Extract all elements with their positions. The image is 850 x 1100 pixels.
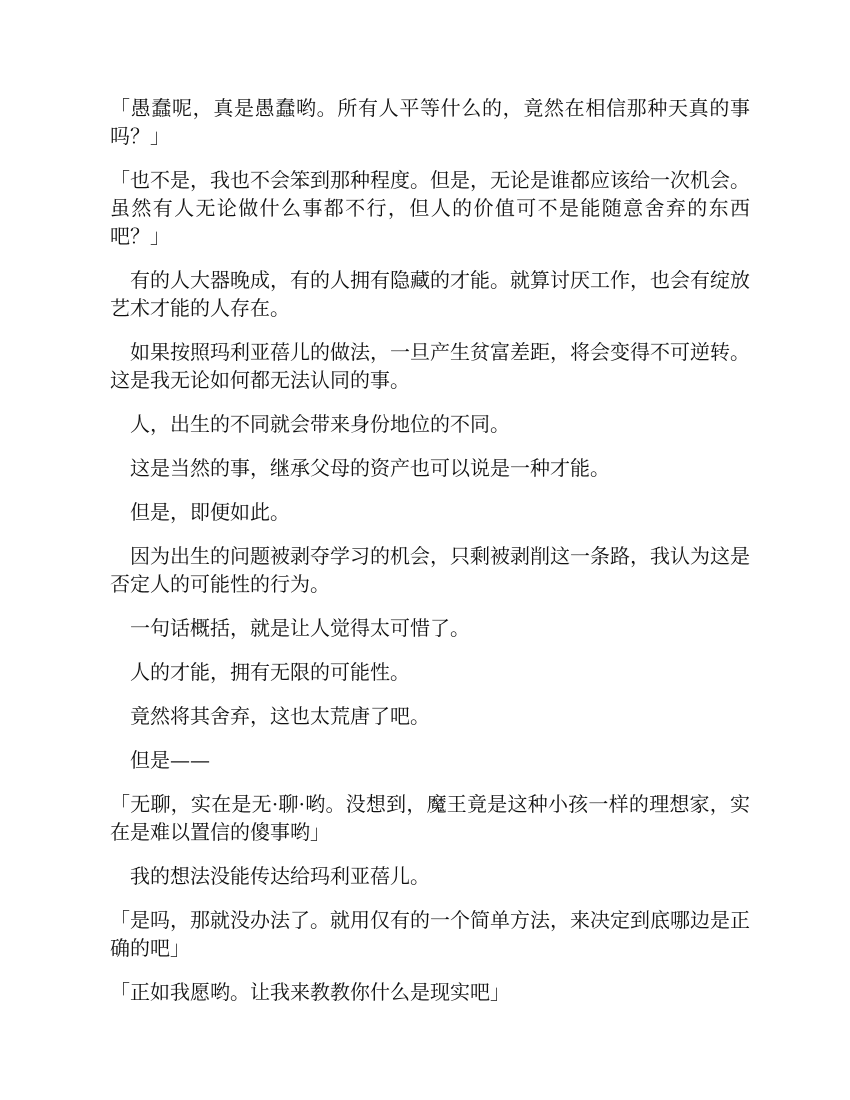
paragraph-dialogue: 「无聊，实在是无·聊·哟。没想到，魔王竟是这种小孩一样的理想家，实在是难以置信的傻事哟」 [110,792,750,844]
paragraph-narration: 人，出生的不同就会带来身份地位的不同。 [130,412,510,436]
text-body [110,94,750,1022]
paragraph-dialogue: 「也不是，我也不会笨到那种程度。但是，无论是谁都应该给一次机会。虽然有人无论做什么事都不行，但人的价值可不是能随意舍弃的东西吧？」 [110,168,750,248]
paragraph-narration: 人的才能，拥有无限的可能性。 [130,660,410,684]
paragraph-narration: 如果按照玛利亚蓓儿的做法，一旦产生贫富差距，将会变得不可逆转。这是我无论如何都无法认同的事。 [110,340,750,392]
paragraph-narration: 一句话概括，就是让人觉得太可惜了。 [130,616,470,640]
paragraph-dialogue: 「愚蠢呢，真是愚蠢哟。所有人平等什么的，竟然在相信那种天真的事吗？」 [110,96,750,148]
paragraph-narration: 竟然将其舍弃，这也太荒唐了吧。 [130,704,430,728]
paragraph-narration: 这是当然的事，继承父母的资产也可以说是一种才能。 [130,456,610,480]
paragraph-dialogue: 「是吗，那就没办法了。就用仅有的一个简单方法，来决定到底哪边是正确的吧」 [110,908,750,960]
paragraph-narration: 因为出生的问题被剥夺学习的机会，只剩被剥削这一条路，我认为这是否定人的可能性的行为。 [110,544,750,596]
paragraph-narration: 我的想法没能传达给玛利亚蓓儿。 [130,864,430,888]
paragraph-dialogue: 「正如我愿哟。让我来教教你什么是现实吧」 [110,980,510,1004]
paragraph-narration: 但是—— [130,748,210,772]
paragraph-narration: 有的人大器晚成，有的人拥有隐藏的才能。就算讨厌工作，也会有绽放艺术才能的人存在。 [110,268,750,320]
paragraph-narration: 但是，即便如此。 [130,500,290,524]
